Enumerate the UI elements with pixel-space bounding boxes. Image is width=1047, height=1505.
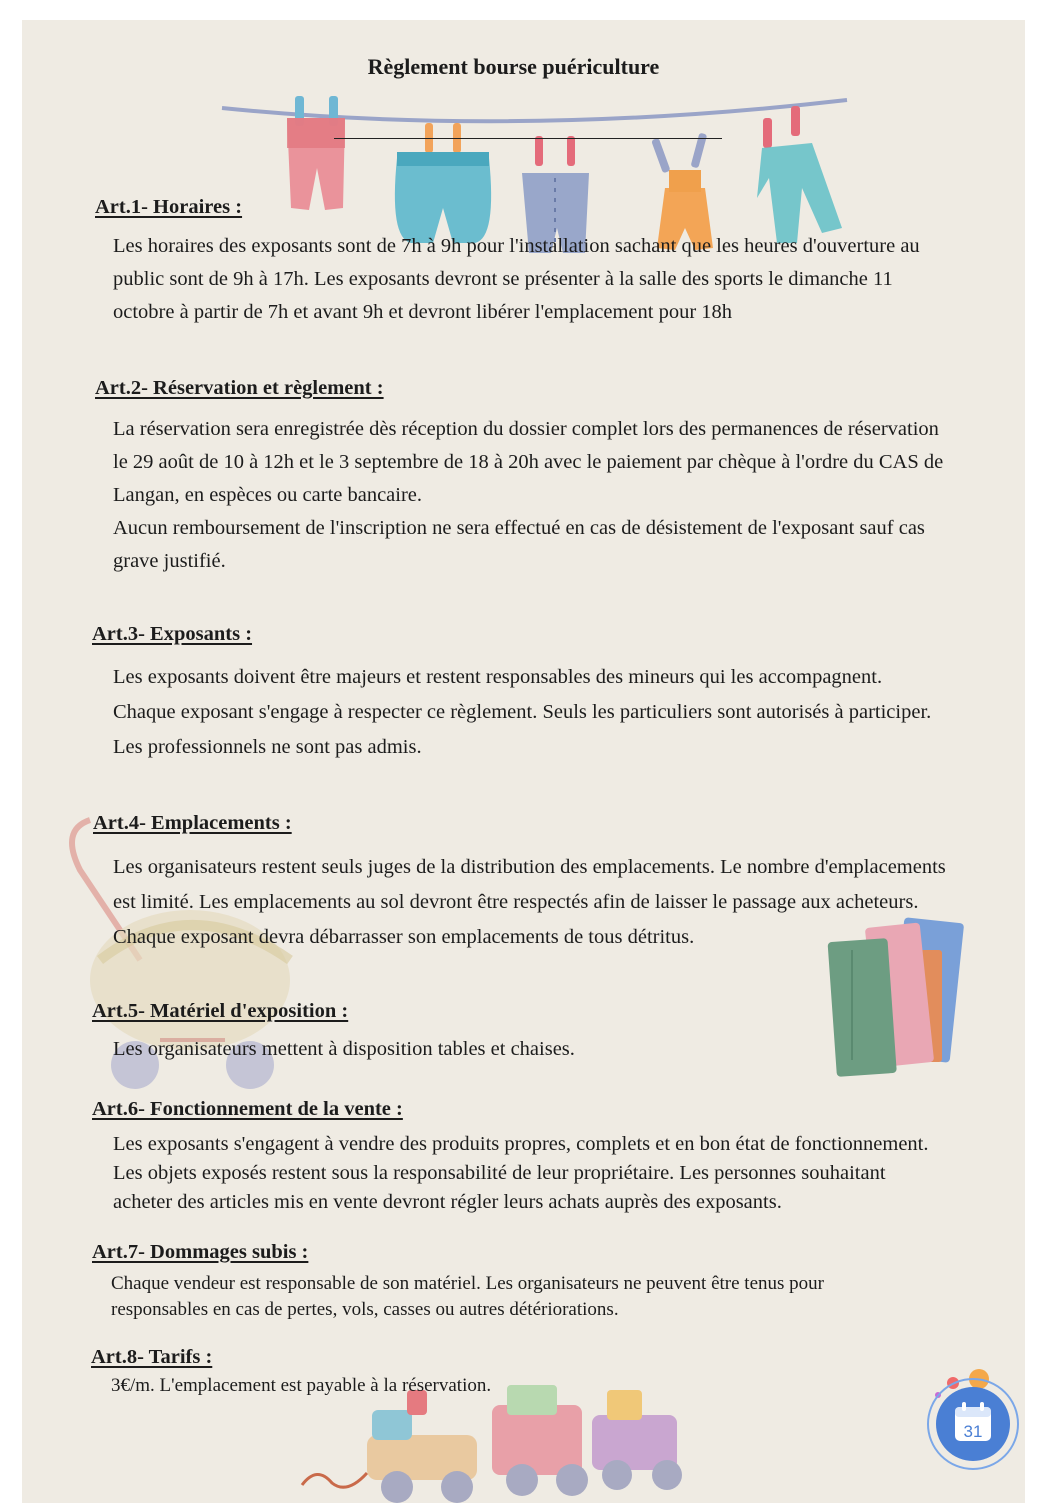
document-page [22,20,1025,1503]
art5-body: Les organisateurs mettent à disposition tables et chaises. [113,1038,575,1060]
art7-heading: Art.7- Dommages subis : [92,1241,309,1263]
calendar-badge[interactable] [925,1369,1025,1484]
art2-heading: Art.2- Réservation et règlement : [95,377,384,399]
art7-body: Chaque vendeur est responsable de son matériel. Les organisateurs ne peuvent être tenus pour responsables en cas de pertes, vols, casses ou autres détériorations. [111,1273,824,1320]
title-underline [334,138,722,139]
art2-body: La réservation sera enregistrée dès réception du dossier complet lors des permanences de réservation le 29 août de 10 à 12h et le 3 septembre de 18 à 20h avec le paiement par chèque à l'ordre du CAS de Langan, en espèces ou carte bancaire. Aucun remboursement de l'inscription ne sera effectué en cas de désistement de l'exposant sauf cas grave justifié. [113,418,944,572]
art1-body: Les horaires des exposants sont de 7h à 9h pour l'installation sachant que les heures d'ouverture au public sont de 9h à 17h. Les exposants devront se présenter à la salle des sports le dimanche 11 octobre à partir de 7h et avant 9h et devront libérer l'emplacement pour 18h [113,235,920,323]
art4-heading: Art.4- Emplacements : [93,812,292,834]
art8-heading: Art.8- Tarifs : [91,1346,213,1368]
art6-body: Les exposants s'engagent à vendre des produits propres, complets et en bon état de fonctionnement. Les objets exposés restent sous la responsabilité de leur propriétaire. Les personnes souhaitant acheter des articles mis en vente devront régler leurs achats auprès des exposants. [113,1133,929,1213]
art5-heading: Art.5- Matériel d'exposition : [92,1000,349,1022]
blue-shorts-icon [395,123,491,243]
page-title: Règlement bourse puériculture [367,54,660,79]
calendar-icon [925,1369,1025,1479]
art3-heading: Art.3- Exposants : [92,623,253,645]
teal-dress-icon [757,106,842,243]
calendar-day-text: 31 [963,1422,983,1441]
art6-heading: Art.6- Fonctionnement de la vente : [92,1098,403,1120]
art1-heading: Art.1- Horaires : [95,196,243,218]
pink-romper-icon [287,96,345,210]
art8-body: 3€/m. L'emplacement est payable à la réservation. [111,1375,492,1396]
art3-body: Les exposants doivent être majeurs et restent responsables des mineurs qui les accompagnent. Chaque exposant s'engage à respecter ce règlement. Seuls les particuliers sont autorisés à participer. Les professionnels ne sont pas admis. [113,666,932,758]
art4-body: Les organisateurs restent seuls juges de la distribution des emplacements. Le nombre d'emplacements est limité. Les emplacements au sol devront être respectés afin de laisser le passage aux acheteurs. Chaque exposant devra débarrasser son emplacements de tous détritus. [113,856,946,948]
